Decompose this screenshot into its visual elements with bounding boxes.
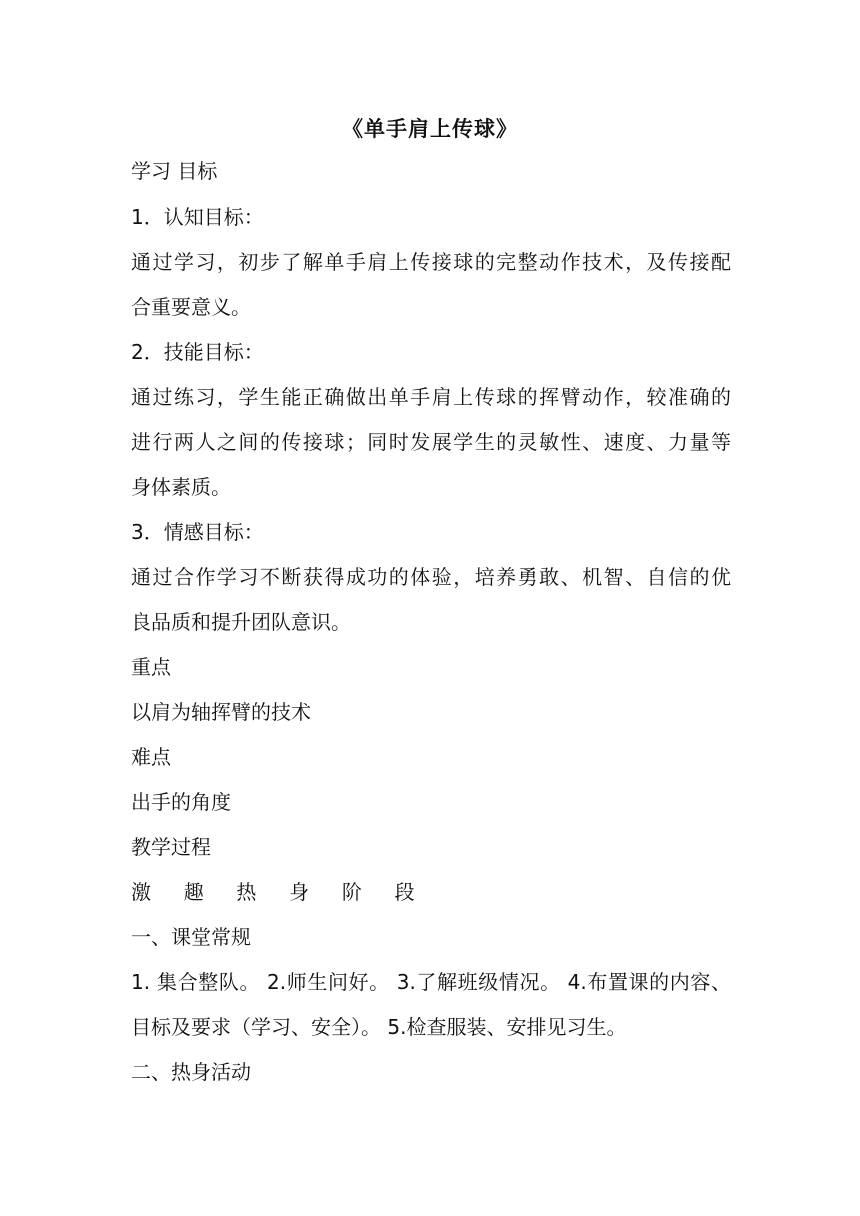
stage-heading: 激 趣 热 身 阶 段 [131,880,415,904]
section-heading-teaching-process: 教学过程 [131,835,211,859]
paragraph-line: 以肩为轴挥臂的技术 [131,700,311,724]
paragraph-line: 1. 集合整队。 2.师生问好。 3.了解班级情况。 4.布置课的内容、 [131,970,731,994]
paragraph-line: 通过合作学习不断获得成功的体验，培养勇敢、机智、自信的优 [131,565,731,589]
document-title: 《单手肩上传球》 [342,117,518,141]
paragraph-line: 通过练习，学生能正确做出单手肩上传球的挥臂动作，较准确的 [131,385,731,409]
paragraph-line: 目标及要求（学习、安全）。 5.检查服装、安排见习生。 [131,1015,627,1039]
section-heading-learning-goals: 学习 目标 [131,159,218,183]
section-heading-difficulty: 难点 [131,745,171,769]
paragraph-line: 进行两人之间的传接球；同时发展学生的灵敏性、速度、力量等 [131,430,731,454]
paragraph-line: 身体素质。 [131,475,231,499]
subsection-heading-warmup: 二、热身活动 [131,1060,251,1084]
paragraph-line: 良品质和提升团队意识。 [131,610,351,634]
section-heading-key-point: 重点 [131,655,171,679]
goal-heading-skill: 2．技能目标： [131,340,264,364]
paragraph-line: 出手的角度 [131,790,231,814]
subsection-heading-routine: 一、课堂常规 [131,925,251,949]
goal-heading-emotional: 3．情感目标： [131,520,264,544]
paragraph-line: 通过学习，初步了解单手肩上传接球的完整动作技术，及传接配 [131,250,731,274]
goal-heading-cognitive: 1．认知目标： [131,205,264,229]
paragraph-line: 合重要意义。 [131,295,251,319]
